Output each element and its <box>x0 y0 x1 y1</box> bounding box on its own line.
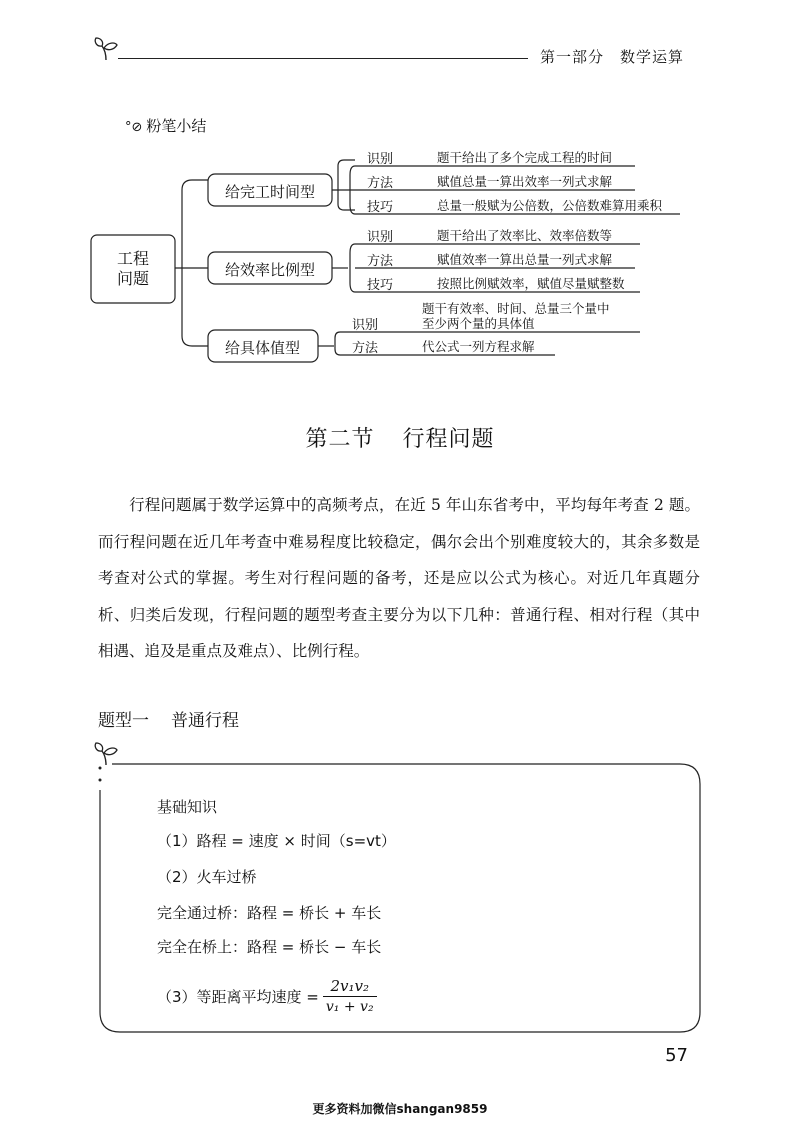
header-section: 第一部分 数学运算 <box>540 48 685 66</box>
row-label: 方法 <box>352 341 379 356</box>
summary-title-text: 粉笔小结 <box>146 117 207 135</box>
row-desc-line1: 题干有效率、时间、总量三个量中 <box>422 301 610 316</box>
row-label: 方法 <box>367 254 394 269</box>
fraction-denominator: v₁ + v₂ <box>325 999 374 1015</box>
knowledge-item-2b: 完全在桥上：路程 = 桥长 − 车长 <box>157 938 382 956</box>
knowledge-item-3 <box>157 976 377 1017</box>
row-desc: 题干给出了多个完成工程的时间 <box>437 150 613 165</box>
page-number: 57 <box>665 1045 688 1066</box>
question-type-name: 普通行程 <box>171 711 239 731</box>
row-desc: 赋值总量一算出效率一列式求解 <box>437 174 613 189</box>
footer-text: 更多资料加微信shangan9859 <box>312 1102 488 1116</box>
row-label: 识别 <box>367 230 394 245</box>
row-desc: 按照比例赋效率，赋值尽量赋整数 <box>437 276 625 291</box>
fraction-numerator: 2v₁v₂ <box>323 976 377 997</box>
row-label: 技巧 <box>367 278 394 293</box>
row-desc: 总量一般赋为公倍数，公倍数难算用乘积 <box>437 198 663 213</box>
section-name: 行程问题 <box>402 427 495 452</box>
row-label: 识别 <box>352 318 379 333</box>
category-label-1: 给完工时间型 <box>225 183 316 201</box>
row-desc-line2: 至少两个量的具体值 <box>422 316 535 331</box>
knowledge-item-2: （2）火车过桥 <box>157 868 257 886</box>
row-desc: 题干给出了效率比、效率倍数等 <box>437 228 613 243</box>
row-desc: 赋值效率一算出总量一列式求解 <box>437 252 613 267</box>
question-type-number: 题型一 <box>98 711 149 731</box>
knowledge-item-1: （1）路程 = 速度 × 时间（s=vt） <box>157 832 396 850</box>
row-desc: 代公式一列方程求解 <box>422 339 535 354</box>
section-number: 第二节 <box>305 427 375 452</box>
chalk-icon: °⊘ <box>125 120 143 135</box>
row-label: 技巧 <box>367 200 394 215</box>
knowledge-item-3-label: （3）等距离平均速度 = <box>157 988 319 1006</box>
knowledge-item-2a: 完全通过桥：路程 = 桥长 + 车长 <box>157 904 382 922</box>
knowledge-heading: 基础知识 <box>157 798 218 816</box>
category-label-3: 给具体值型 <box>225 339 301 357</box>
intro-text: 行程问题属于数学运算中的高频考点，在近 5 年山东省考中，平均每年考查 2 题。而行程问题在近几年考查中难易程度比较稳定，偶尔会出个别难度较大的，其余多数是考查对公式的掌握。考生对行程问题的备考，还是应以公式为核心。对近几年真题分析、归类后发现，行程问题的题型考查主要分为以下几种：普通行程、相对行程（其中相遇、追及是重点及难点）、比例行程。 <box>98 496 700 660</box>
average-speed-fraction <box>323 976 377 1017</box>
row-label: 识别 <box>367 152 394 167</box>
root-label-line2: 问题 <box>116 269 149 288</box>
category-label-2: 给效率比例型 <box>225 261 316 279</box>
row-label: 方法 <box>367 176 394 191</box>
root-label-line1: 工程 <box>116 249 149 268</box>
